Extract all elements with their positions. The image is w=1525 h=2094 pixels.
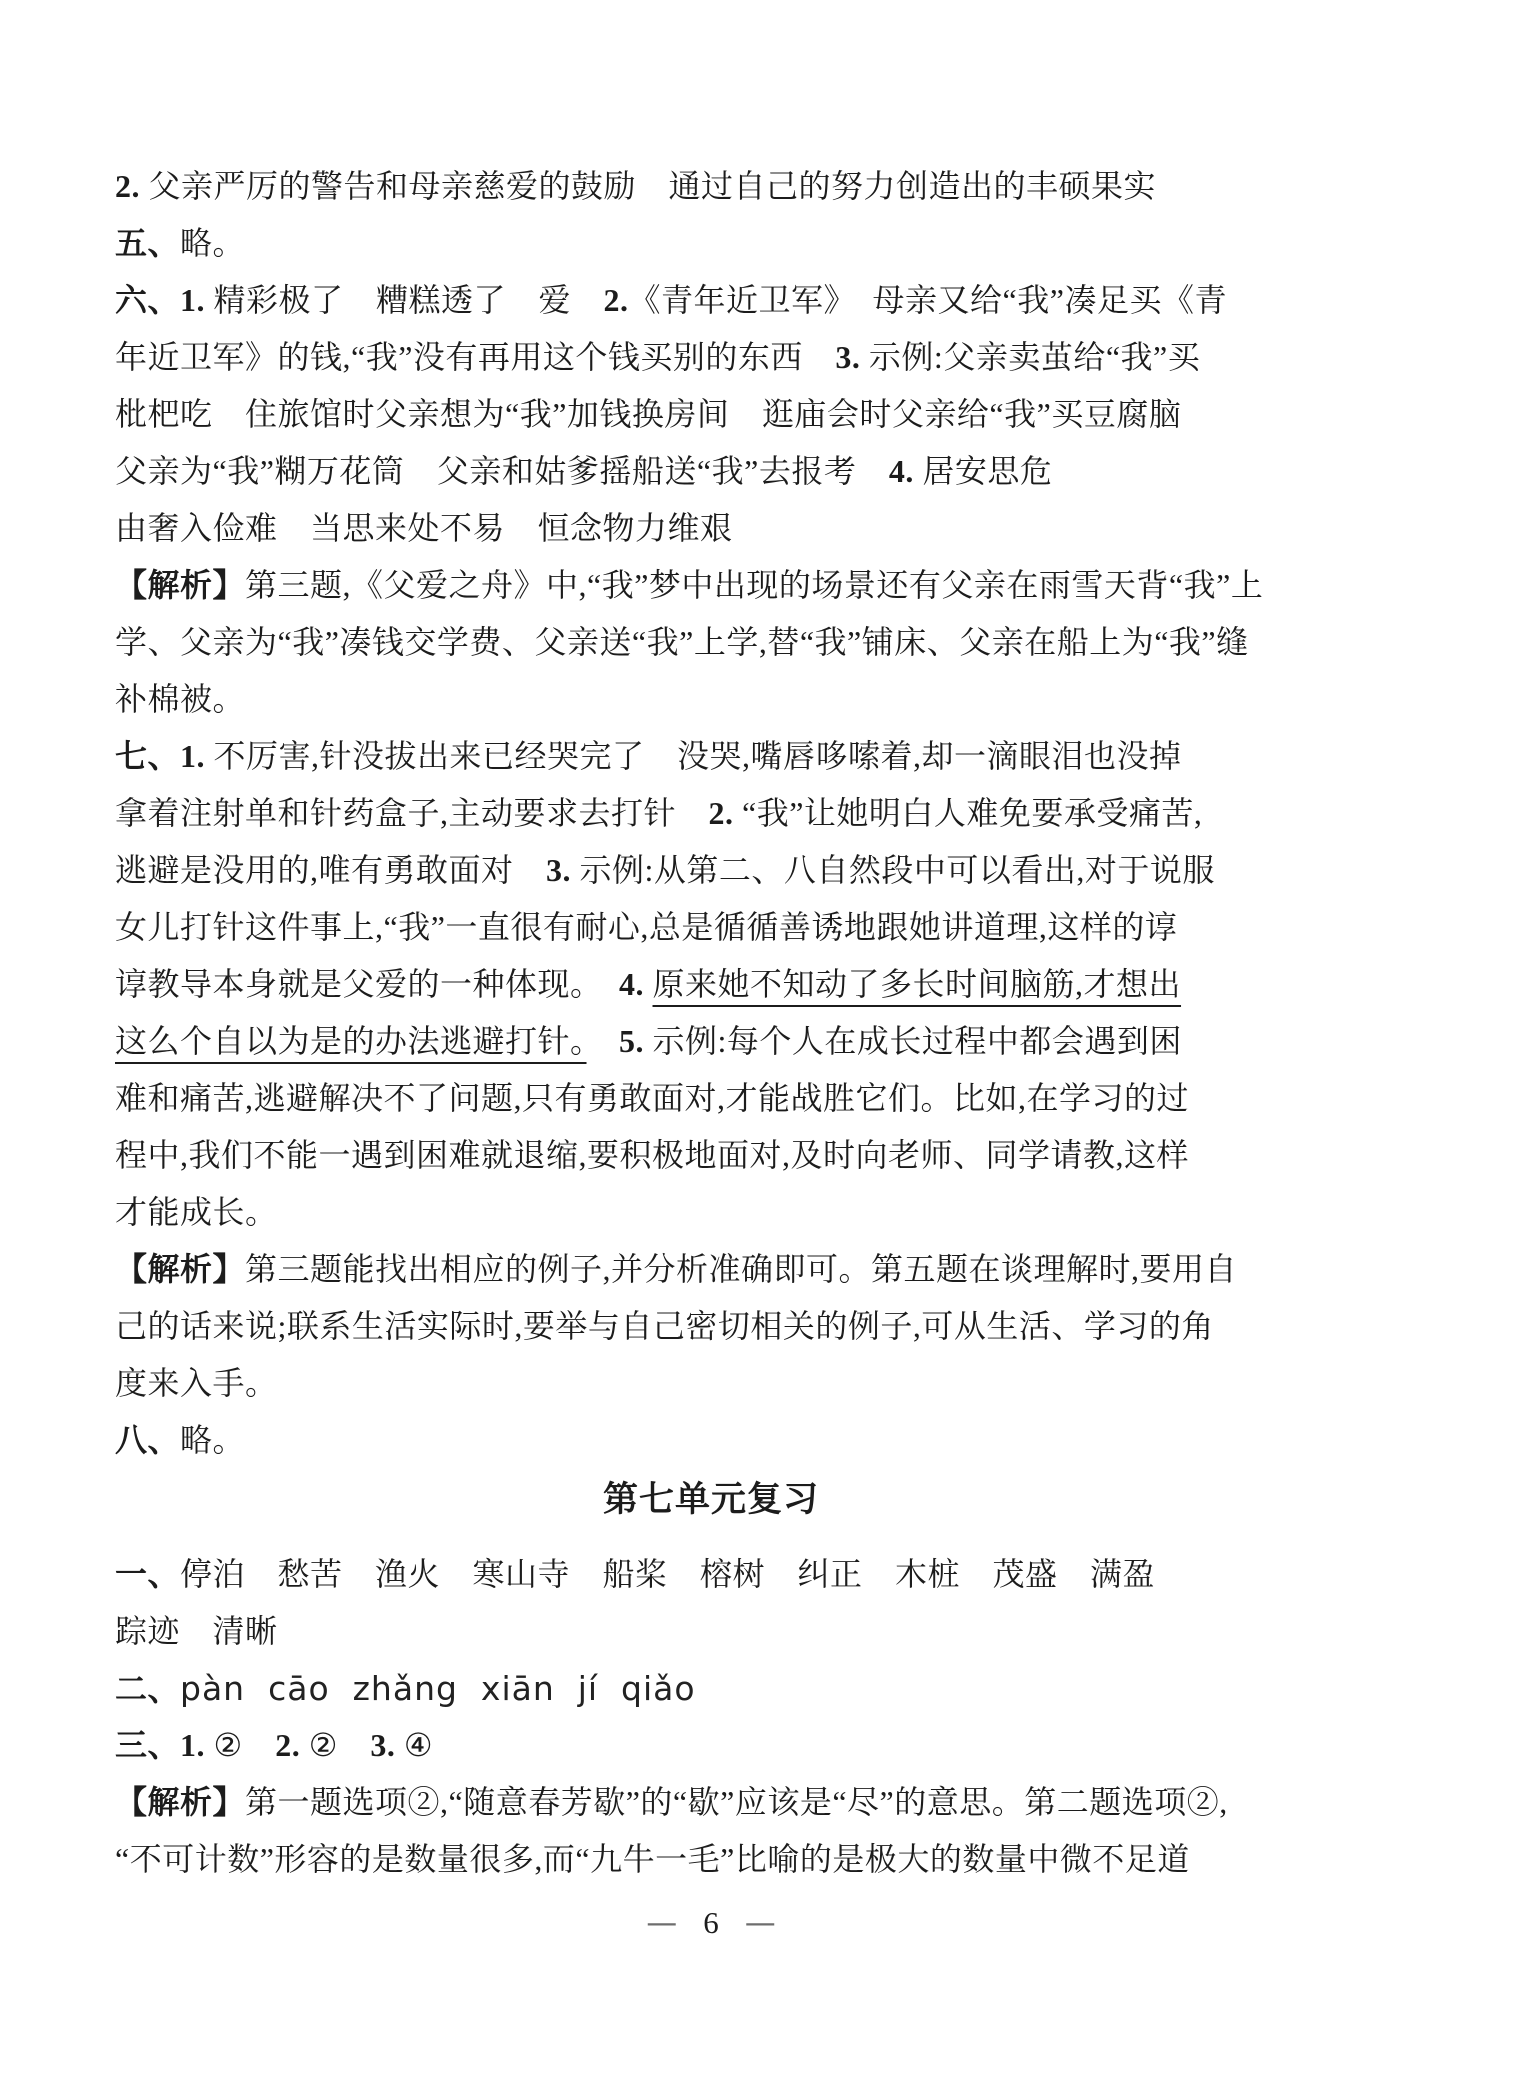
text-segment-regular: 第三题能找出相应的例子,并分析准确即可。第五题在谈理解时,要用自 [245, 1251, 1238, 1287]
text-segment-number: 5. [619, 1023, 645, 1059]
text-segment-regular: 度来入手。 [115, 1365, 278, 1401]
text-segment-number: 4. [888, 453, 914, 489]
text-segment-number: 3. [370, 1727, 396, 1763]
text-segment-regular: 《青年近卫军》 母亲又给“我”凑足买《青 [628, 282, 1227, 318]
text-line [115, 1603, 1307, 1660]
text-line [115, 785, 1307, 842]
text-segment-regular [587, 1023, 620, 1059]
text-segment-number: 2. [708, 795, 734, 831]
page-number: 6 [703, 1905, 719, 1940]
text-segment-regular: 略。 [180, 225, 246, 261]
text-line [115, 158, 1307, 215]
text-line [115, 1412, 1307, 1469]
text-line [115, 215, 1307, 272]
text-segment-regular: 略。 [180, 1422, 246, 1458]
section-heading: 第七单元复习 [602, 1480, 819, 1519]
text-line [115, 1660, 1307, 1717]
text-line [115, 1298, 1307, 1355]
text-segment-regular: 枇杷吃 住旅馆时父亲想为“我”加钱换房间 逛庙会时父亲给“我”买豆腐脑 [115, 396, 1182, 432]
text-line [115, 386, 1307, 443]
text-segment-number: 4. [619, 966, 645, 1002]
text-segment-number: 2. [275, 1727, 301, 1763]
text-segment-regular: 程中,我们不能一遇到困难就退缩,要积极地面对,及时向老师、同学请教,这样 [115, 1137, 1190, 1173]
text-segment-marker: 五、 [115, 225, 181, 261]
text-segment-regular: 踪迹 清晰 [115, 1613, 278, 1649]
text-line [115, 842, 1307, 899]
text-segment-number: 3. [835, 339, 861, 375]
text-segment-regular: 示例:从第二、八自然段中可以看出,对于说服 [571, 852, 1215, 888]
answer-content [115, 158, 1307, 1888]
text-segment-number: 2. [115, 168, 140, 204]
text-line [115, 1831, 1307, 1888]
text-line [115, 671, 1307, 728]
text-line [115, 728, 1307, 785]
text-line [115, 1127, 1307, 1184]
text-segment-regular: 逃避是没用的,唯有勇敢面对 [115, 852, 547, 888]
text-segment-regular: 才能成长。 [115, 1194, 278, 1230]
text-line [115, 1070, 1307, 1127]
text-segment-number: 1. [180, 1727, 206, 1763]
footer-right-dash: — [744, 1905, 776, 1941]
text-line [115, 1546, 1307, 1603]
text-segment-marker: 二、 [115, 1671, 181, 1707]
text-segment-regular: 女儿打针这件事上,“我”一直很有耐心,总是循循善诱地跟她讲道理,这样的谆 [115, 909, 1178, 945]
text-segment-regular: 父亲为“我”糊万花筒 父亲和姑爹摇船送“我”去报考 [115, 453, 889, 489]
text-segment-number: 3. [546, 852, 572, 888]
text-line [115, 272, 1307, 329]
text-segment-regular: 拿着注射单和针药盒子,主动要求去打针 [115, 795, 709, 831]
text-segment-regular: ④ [395, 1727, 434, 1763]
text-segment-regular [644, 966, 653, 1002]
page-footer [115, 1903, 1307, 1943]
text-line [115, 1241, 1307, 1298]
text-line [115, 1774, 1307, 1831]
text-segment-marker: 【解析】 [115, 1251, 246, 1287]
text-line [115, 956, 1307, 1013]
text-segment-number: 1. [180, 738, 206, 774]
text-segment-regular: 示例:父亲卖茧给“我”买 [860, 339, 1201, 375]
text-segment-regular: 第三题,《父爱之舟》中,“我”梦中出现的场景还有父亲在雨雪天背“我”上 [245, 567, 1264, 603]
text-segment-regular: 居安思危 [913, 453, 1053, 489]
text-segment-regular: 停泊 愁苦 渔火 寒山寺 船桨 榕树 纠正 木桩 茂盛 满盈 [180, 1556, 1156, 1592]
text-segment-underline: 这么个自以为是的办法逃避打针。 [115, 1023, 587, 1059]
text-segment-regular: ② [205, 1727, 276, 1763]
text-line [115, 614, 1307, 671]
text-segment-regular: “我”让她明白人难免要承受痛苦, [733, 795, 1203, 831]
text-segment-number: 1. [180, 282, 206, 318]
footer-left-dash: — [646, 1905, 678, 1941]
text-segment-marker: 【解析】 [115, 1784, 246, 1820]
text-segment-marker: 八、 [115, 1422, 181, 1458]
text-segment-regular: 精彩极了 糟糕透了 爱 [205, 282, 604, 318]
text-segment-regular: 由奢入俭难 当思来处不易 恒念物力维艰 [115, 510, 733, 546]
text-segment-marker: 三、 [115, 1727, 181, 1763]
text-segment-underline: 原来她不知动了多长时间脑筋,才想出 [652, 966, 1182, 1002]
text-line [115, 557, 1307, 614]
text-segment-regular: 年近卫军》的钱,“我”没有再用这个钱买别的东西 [115, 339, 836, 375]
text-segment-number: 2. [603, 282, 629, 318]
text-line [115, 500, 1307, 557]
text-segment-regular: 己的话来说;联系生活实际时,要举与自己密切相关的例子,可从生活、学习的角 [115, 1308, 1214, 1344]
text-segment-regular: 不厉害,针没拔出来已经哭完了 没哭,嘴唇哆嗦着,却一滴眼泪也没掉 [205, 738, 1182, 774]
text-line [115, 1013, 1307, 1070]
text-segment-marker: 七、 [115, 738, 181, 774]
text-segment-regular: 难和痛苦,逃避解决不了问题,只有勇敢面对,才能战胜它们。比如,在学习的过 [115, 1080, 1190, 1116]
text-line [115, 899, 1307, 956]
text-segment-regular: 学、父亲为“我”凑钱交学费、父亲送“我”上学,替“我”铺床、父亲在船上为“我”缝 [115, 624, 1249, 660]
text-segment-regular: ② [300, 1727, 371, 1763]
text-line [115, 443, 1307, 500]
text-segment-marker: 【解析】 [115, 567, 246, 603]
text-line [115, 329, 1307, 386]
text-segment-marker: 六、 [115, 282, 181, 318]
text-segment-regular: 示例:每个人在成长过程中都会遇到困 [644, 1023, 1182, 1059]
text-segment-pinyin: pàn cāo zhǎng xiān jí qiǎo [180, 1669, 696, 1708]
text-line [115, 1184, 1307, 1241]
text-segment-regular: 父亲严厉的警告和母亲慈爱的鼓励 通过自己的努力创造出的丰硕果实 [140, 168, 1157, 204]
text-segment-regular: 补棉被。 [115, 681, 246, 717]
text-line [115, 1717, 1307, 1774]
text-segment-regular: “不可计数”形容的是数量很多,而“九牛一毛”比喻的是极大的数量中微不足道 [115, 1841, 1190, 1877]
text-segment-marker: 一、 [115, 1556, 181, 1592]
text-segment-regular: 谆教导本身就是父爱的一种体现。 [115, 966, 620, 1002]
text-line [115, 1355, 1307, 1412]
text-segment-regular: 第一题选项②,“随意春芳歇”的“歇”应该是“尽”的意思。第二题选项②, [245, 1784, 1228, 1820]
